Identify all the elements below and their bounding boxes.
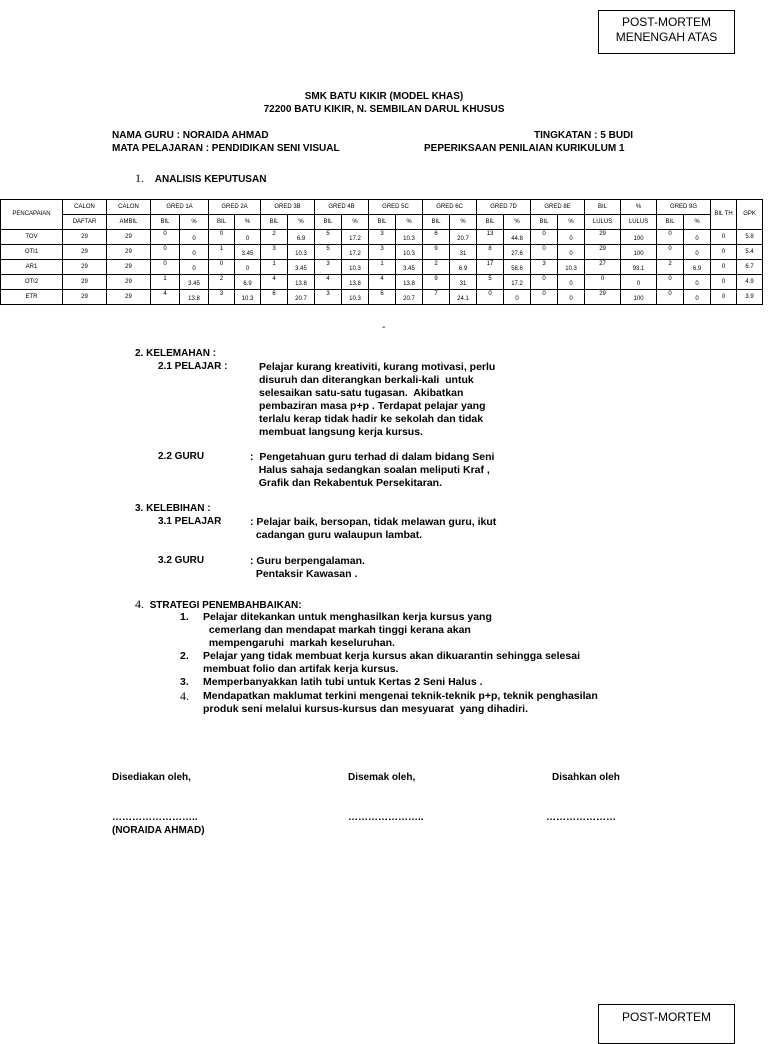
section3-p1-label: 3.1 PELAJAR — [158, 516, 222, 527]
table-cell: 0 — [209, 260, 235, 275]
table-cell: 0 — [531, 290, 558, 305]
table-cell: 29 — [63, 230, 107, 245]
table-cell: 10.3 — [288, 245, 315, 260]
results-table — [0, 199, 763, 305]
table-header-cell: GRED 1A — [151, 200, 209, 215]
table-cell: 0 — [531, 230, 558, 245]
table-cell: 24.1 — [450, 290, 477, 305]
table-cell: 3.9 — [737, 290, 763, 305]
table-cell: 20.7 — [396, 290, 423, 305]
table-cell: 6 — [369, 290, 396, 305]
table-cell: 0 — [684, 245, 711, 260]
table-row — [1, 290, 763, 305]
table-cell: 2 — [261, 230, 288, 245]
table-cell: 6.9 — [288, 230, 315, 245]
table-cell: 10.3 — [396, 230, 423, 245]
table-header-cell: GRED 7D — [477, 200, 531, 215]
table-header-cell: PENCAPAIAN — [1, 200, 63, 230]
text-line: Pentaksir Kawasan . — [250, 568, 358, 580]
table-subheader-row — [1, 215, 763, 230]
table-cell: 10.3 — [235, 290, 261, 305]
table-cell: 29 — [63, 290, 107, 305]
table-cell: 6 — [423, 230, 450, 245]
prepared-by-label: Disediakan oleh, — [112, 772, 191, 783]
table-cell: 3.45 — [180, 275, 209, 290]
table-cell: 0 — [558, 275, 585, 290]
table-subheader-cell: BIL — [151, 215, 180, 230]
table-subheader-cell: BIL — [531, 215, 558, 230]
text-line: disuruh dan diterangkan berkali-kali untuk — [259, 374, 474, 386]
section3-title: 3. KELEBIHAN : — [135, 503, 211, 514]
section1-title: ANALISIS KEPUTUSAN — [154, 174, 267, 185]
table-cell: 0 — [180, 245, 209, 260]
table-header-cell: GRED 6C — [423, 200, 477, 215]
table-subheader-cell: % — [450, 215, 477, 230]
table-cell: 5.4 — [737, 245, 763, 260]
table-header-cell: CALON — [63, 200, 107, 215]
table-cell: 5 — [477, 275, 504, 290]
strategy-item-text — [203, 676, 483, 689]
teacher-name: NAMA GURU : NORAIDA AHMAD — [112, 130, 269, 141]
table-cell: 29 — [107, 245, 151, 260]
table-cell: 100 — [621, 290, 657, 305]
table-cell: 1 — [261, 260, 288, 275]
prepared-by-name: (NORAIDA AHMAD) — [112, 825, 205, 836]
section3-p1-text — [250, 516, 496, 542]
subject-name: MATA PELAJARAN : PENDIDIKAN SENI VISUAL — [112, 143, 340, 154]
text-line: Grafik dan Rekabentuk Persekitaran. — [250, 477, 442, 489]
section2-p1-text — [259, 361, 495, 439]
table-subheader-cell: BIL — [657, 215, 684, 230]
table-cell: 3.45 — [288, 260, 315, 275]
table-header-cell: GRED 8E — [531, 200, 585, 215]
text-line: cemerlang dan mendapat markah tinggi kerana akan — [203, 624, 471, 636]
table-cell: 29 — [63, 245, 107, 260]
section4-title: STRATEGI PENEMBAHBAIKAN: — [149, 600, 302, 611]
table-cell: 9 — [423, 275, 450, 290]
table-cell: 0 — [504, 290, 531, 305]
table-cell: 13 — [477, 230, 504, 245]
table-cell: 29 — [63, 275, 107, 290]
strategy-item-number: 3. — [180, 676, 189, 688]
table-subheader-cell: % — [396, 215, 423, 230]
table-header-cell: GPK — [737, 200, 763, 230]
table-cell: 5 — [315, 230, 342, 245]
strategy-item-number: 2. — [180, 650, 189, 662]
table-subheader-cell: LULUS — [621, 215, 657, 230]
table-cell: 0 — [151, 245, 180, 260]
table-cell: 0 — [711, 245, 737, 260]
section1-heading — [135, 171, 266, 186]
text-line: membuat folio dan artifak kerja kursus. — [203, 663, 399, 675]
table-cell: 10.3 — [342, 260, 369, 275]
text-line: pembaziran masa p+p . Terdapat pelajar yang — [259, 400, 486, 412]
exam-name: PEPERIKSAAN PENILAIAN KURIKULUM 1 — [424, 143, 625, 154]
table-cell: 31 — [450, 245, 477, 260]
table-cell: 100 — [621, 230, 657, 245]
table-cell: 27.6 — [504, 245, 531, 260]
row-label-cell: OTI1 — [1, 245, 63, 260]
table-header-cell: BIL TH — [711, 200, 737, 230]
table-cell: 13.8 — [288, 275, 315, 290]
strategy-item-number: 4. — [180, 689, 189, 703]
school-address: 72200 BATU KIKIR, N. SEMBILAN DARUL KHUSUS — [263, 104, 505, 115]
text-line: cadangan guru walaupun lambat. — [250, 529, 423, 541]
table-cell: 0 — [558, 290, 585, 305]
text-line: Pelajar kurang kreativiti, kurang motivasi, perlu — [259, 361, 496, 373]
table-cell: 100 — [621, 245, 657, 260]
text-line: membuat langsung kerja kursus. — [259, 426, 423, 438]
section3-p2-text — [250, 555, 365, 581]
table-cell: 10.3 — [342, 290, 369, 305]
table-cell: 0 — [235, 260, 261, 275]
table-header-cell: BIL — [585, 200, 621, 215]
row-label-cell: AR1 — [1, 260, 63, 275]
table-cell: 0 — [684, 275, 711, 290]
table-cell: 0 — [180, 230, 209, 245]
section2-title: 2. KELEMAHAN : — [135, 348, 217, 359]
table-cell: 0 — [684, 230, 711, 245]
table-cell: 17 — [477, 260, 504, 275]
table-cell: 8 — [477, 245, 504, 260]
table-cell: 7 — [423, 290, 450, 305]
form-level: TINGKATAN : 5 BUDI — [534, 130, 634, 141]
row-label-cell: OTI2 — [1, 275, 63, 290]
table-header-cell: GRED 9G — [657, 200, 711, 215]
table-subheader-cell: BIL — [423, 215, 450, 230]
table-cell: 0 — [531, 275, 558, 290]
table-header-cell: CALON — [107, 200, 151, 215]
table-row — [1, 275, 763, 290]
table-subheader-cell: BIL — [261, 215, 288, 230]
text-line: Pelajar ditekankan untuk menghasilkan kerja kursus yang — [203, 611, 492, 623]
section2-p2-label: 2.2 GURU — [158, 451, 205, 462]
prepared-by-dots: …………………….. — [112, 812, 198, 823]
table-cell: 1 — [369, 260, 396, 275]
table-cell: 0 — [477, 290, 504, 305]
table-cell: 4.9 — [737, 275, 763, 290]
section4-number: 4. — [135, 597, 144, 611]
table-header-cell: GRED 3B — [261, 200, 315, 215]
table-subheader-cell: BIL — [209, 215, 235, 230]
table-cell: 29 — [107, 290, 151, 305]
table-header-cell: GRED 4B — [315, 200, 369, 215]
table-subheader-cell: % — [235, 215, 261, 230]
table-cell: 0 — [657, 275, 684, 290]
table-subheader-cell: AMBIL — [107, 215, 151, 230]
table-cell: 3.45 — [235, 245, 261, 260]
table-header-cell: GRED 5C — [369, 200, 423, 215]
table-subheader-cell: % — [558, 215, 585, 230]
checked-by-dots: ………………….. — [348, 812, 424, 823]
text-line: : Guru berpengalaman. — [250, 555, 365, 567]
table-cell: 2 — [423, 260, 450, 275]
table-cell: 0 — [711, 230, 737, 245]
table-cell: 2 — [657, 260, 684, 275]
table-subheader-cell: % — [342, 215, 369, 230]
table-header-row — [1, 200, 763, 215]
table-subheader-cell: LULUS — [585, 215, 621, 230]
table-cell: 3 — [261, 245, 288, 260]
table-cell: 5 — [315, 245, 342, 260]
table-cell: 0 — [621, 275, 657, 290]
table-cell: 0 — [235, 230, 261, 245]
table-cell: 6.9 — [450, 260, 477, 275]
table-cell: 0 — [711, 260, 737, 275]
table-cell: 13.8 — [180, 290, 209, 305]
table-cell: 10.3 — [558, 260, 585, 275]
table-cell: 3.45 — [396, 260, 423, 275]
table-cell: 0 — [558, 245, 585, 260]
table-cell: 4 — [151, 290, 180, 305]
table-cell: 3 — [369, 230, 396, 245]
table-cell: 4 — [315, 275, 342, 290]
table-cell: 20.7 — [450, 230, 477, 245]
table-subheader-cell: % — [288, 215, 315, 230]
table-cell: 0 — [180, 260, 209, 275]
table-cell: 13.8 — [342, 275, 369, 290]
header-box-text: POST-MORTEM MENENGAH ATAS — [615, 15, 718, 44]
table-cell: 10.3 — [396, 245, 423, 260]
table-cell: 0 — [558, 230, 585, 245]
table-cell: 5.8 — [737, 230, 763, 245]
table-cell: 31 — [450, 275, 477, 290]
table-subheader-cell: BIL — [315, 215, 342, 230]
section3-p2-label: 3.2 GURU — [158, 555, 205, 566]
text-line: : Pengetahuan guru terhad di dalam bidang Seni — [250, 451, 495, 463]
table-cell: 2 — [209, 275, 235, 290]
stray-dot: - — [382, 322, 386, 333]
table-subheader-cell: % — [684, 215, 711, 230]
table-cell: 6.9 — [684, 260, 711, 275]
table-cell: 0 — [657, 290, 684, 305]
table-cell: 0 — [684, 290, 711, 305]
table-cell: 9 — [423, 245, 450, 260]
table-cell: 17.2 — [342, 245, 369, 260]
table-cell: 17.2 — [342, 230, 369, 245]
text-line: produk seni melalui kursus-kursus dan mesyuarat yang dihadiri. — [203, 703, 529, 715]
table-cell: 29 — [107, 260, 151, 275]
table-cell: 3 — [315, 290, 342, 305]
table-cell: 29 — [63, 260, 107, 275]
table-cell: 29 — [585, 245, 621, 260]
table-cell: 1 — [209, 245, 235, 260]
table-cell: 29 — [585, 290, 621, 305]
table-cell: 0 — [151, 230, 180, 245]
table-row — [1, 245, 763, 260]
table-subheader-cell: % — [504, 215, 531, 230]
table-cell: 17.2 — [504, 275, 531, 290]
table-cell: 27 — [585, 260, 621, 275]
strategy-item-number: 1. — [180, 611, 189, 623]
strategy-item-text — [203, 690, 598, 716]
row-label-cell: TOV — [1, 230, 63, 245]
table-row — [1, 230, 763, 245]
footer-box — [598, 1004, 735, 1044]
text-line: : Pelajar baik, bersopan, tidak melawan guru, ikut — [250, 516, 497, 528]
footer-box-text: POST-MORTEM — [621, 1010, 712, 1024]
section4-heading — [135, 597, 302, 612]
table-cell: 0 — [151, 260, 180, 275]
table-cell: 4 — [369, 275, 396, 290]
table-cell: 29 — [107, 230, 151, 245]
approved-by-label: Disahkan oleh — [552, 772, 620, 783]
table-cell: 3 — [531, 260, 558, 275]
table-cell: 0 — [657, 230, 684, 245]
section2-p1-label: 2.1 PELAJAR : — [158, 361, 228, 372]
school-name: SMK BATU KIKIR (MODEL KHAS) — [304, 91, 464, 102]
strategy-item-text — [203, 650, 580, 676]
section2-p2-text — [250, 451, 494, 490]
text-line: terlalu kerap tidak hadir ke sekolah dan tidak — [259, 413, 484, 425]
table-subheader-cell: BIL — [369, 215, 396, 230]
table-cell: 13.8 — [396, 275, 423, 290]
table-cell: 0 — [585, 275, 621, 290]
table-cell: 6.7 — [737, 260, 763, 275]
table-cell: 0 — [711, 275, 737, 290]
row-label-cell: ETR — [1, 290, 63, 305]
table-cell: 20.7 — [288, 290, 315, 305]
table-cell: 3 — [209, 290, 235, 305]
table-cell: 58.6 — [504, 260, 531, 275]
section1-number: 1. — [135, 171, 144, 185]
text-line: Halus sahaja sedangkan soalan meliputi Kraf , — [250, 464, 490, 476]
table-cell: 6 — [261, 290, 288, 305]
table-cell: 93.1 — [621, 260, 657, 275]
table-header-cell: % — [621, 200, 657, 215]
table-subheader-cell: BIL — [477, 215, 504, 230]
table-cell: 0 — [209, 230, 235, 245]
table-cell: 3 — [369, 245, 396, 260]
text-line: selesaikan satu-satu tugasan. Akibatkan — [259, 387, 464, 399]
table-cell: 29 — [585, 230, 621, 245]
header-box — [598, 10, 735, 54]
table-header-cell: GRED 2A — [209, 200, 261, 215]
table-cell: 29 — [107, 275, 151, 290]
table-subheader-cell: % — [180, 215, 209, 230]
table-cell: 0 — [711, 290, 737, 305]
table-cell: 0 — [531, 245, 558, 260]
table-cell: 0 — [657, 245, 684, 260]
table-cell: 1 — [151, 275, 180, 290]
table-cell: 44.8 — [504, 230, 531, 245]
table-subheader-cell: DAFTAR — [63, 215, 107, 230]
strategy-item-text — [203, 611, 492, 650]
text-line: Pelajar yang tidak membuat kerja kursus akan dikuarantin sehingga selesai — [203, 650, 580, 662]
table-row — [1, 260, 763, 275]
table-cell: 4 — [261, 275, 288, 290]
table-cell: 6.9 — [235, 275, 261, 290]
text-line: mempengaruhi markah keseluruhan. — [203, 637, 395, 649]
approved-by-dots: ………………… — [546, 812, 616, 823]
table-cell: 3 — [315, 260, 342, 275]
text-line: Mendapatkan maklumat terkini mengenai teknik-teknik p+p, teknik penghasilan — [203, 690, 598, 702]
checked-by-label: Disemak oleh, — [348, 772, 416, 783]
text-line: Memperbanyakkan latih tubi untuk Kertas 2 Seni Halus . — [203, 676, 483, 688]
